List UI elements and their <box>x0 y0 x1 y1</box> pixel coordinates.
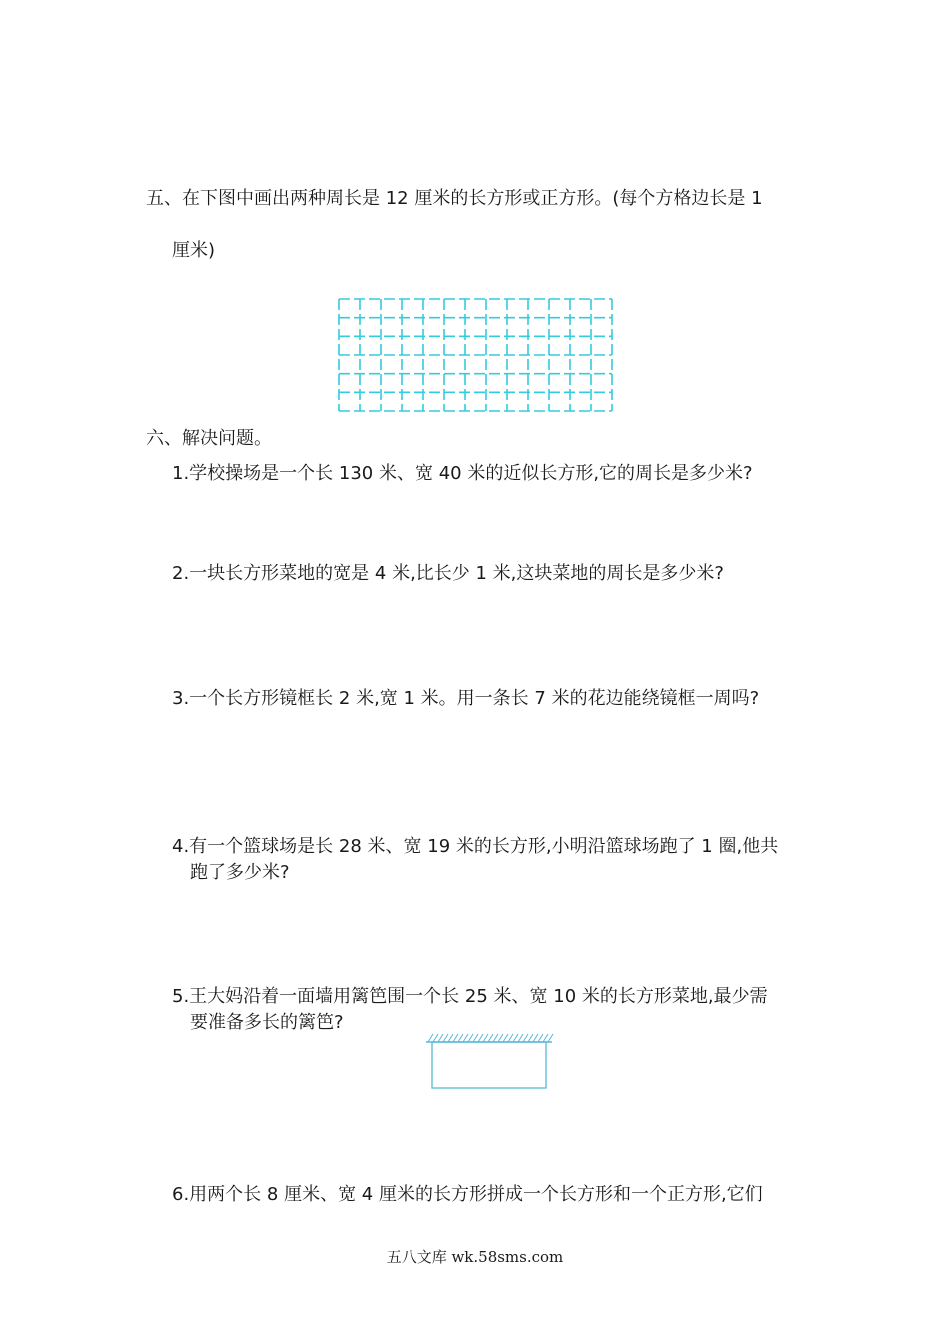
wall-hatch <box>518 1034 523 1042</box>
wall-hatch <box>478 1034 483 1042</box>
wall-hatch <box>493 1034 498 1042</box>
wall-hatch <box>458 1034 463 1042</box>
wall-hatch <box>533 1034 538 1042</box>
wall-hatch <box>523 1034 528 1042</box>
wall-hatch <box>508 1034 513 1042</box>
vegetable-plot-rectangle <box>432 1042 546 1088</box>
wall-hatch <box>433 1034 438 1042</box>
wall-hatch <box>503 1034 508 1042</box>
wall-hatch <box>468 1034 473 1042</box>
wall-hatch <box>453 1034 458 1042</box>
section6-heading: 六、解决问题。 <box>146 428 272 449</box>
wall-hatch <box>543 1034 548 1042</box>
section5-title-line2: 厘米) <box>172 240 216 261</box>
wall-hatch <box>443 1034 448 1042</box>
wall-hatch <box>473 1034 478 1042</box>
wall-hatch <box>448 1034 453 1042</box>
wall-hatch <box>463 1034 468 1042</box>
wall-hatch <box>528 1034 533 1042</box>
question-4-line1: 4.有一个篮球场是长 28 米、宽 19 米的长方形,小明沿篮球场跑了 1 圈,他共 <box>172 836 779 857</box>
wall-hatch <box>498 1034 503 1042</box>
section5-title-line1: 五、在下图中画出两种周长是 12 厘米的长方形或正方形。(每个方格边长是 1 <box>146 188 763 209</box>
wall-hatch <box>428 1034 433 1042</box>
fence-rectangle-diagram <box>422 1030 556 1092</box>
question-2: 2.一块长方形菜地的宽是 4 米,比长少 1 米,这块菜地的周长是多少米? <box>172 563 724 584</box>
wall-hatch <box>548 1034 553 1042</box>
wall-hatch <box>538 1034 543 1042</box>
question-1: 1.学校操场是一个长 130 米、宽 40 米的近似长方形,它的周长是多少米? <box>172 463 753 484</box>
dashed-square-grid <box>336 296 616 414</box>
question-5-line1: 5.王大妈沿着一面墙用篱笆围一个长 25 米、宽 10 米的长方形菜地,最少需 <box>172 986 768 1007</box>
footer-watermark: 五八文库 wk.58sms.com <box>386 1248 564 1266</box>
wall-hatch <box>438 1034 443 1042</box>
question-3: 3.一个长方形镜框长 2 米,宽 1 米。用一条长 7 米的花边能绕镜框一周吗? <box>172 688 760 709</box>
wall-hatch <box>483 1034 488 1042</box>
question-5-line2: 要准备多长的篱笆? <box>190 1012 344 1033</box>
wall-hatch <box>488 1034 493 1042</box>
question-4-line2: 跑了多少米? <box>190 862 290 883</box>
wall-hatch <box>513 1034 518 1042</box>
question-6-line1: 6.用两个长 8 厘米、宽 4 厘米的长方形拼成一个长方形和一个正方形,它们 <box>172 1184 763 1205</box>
